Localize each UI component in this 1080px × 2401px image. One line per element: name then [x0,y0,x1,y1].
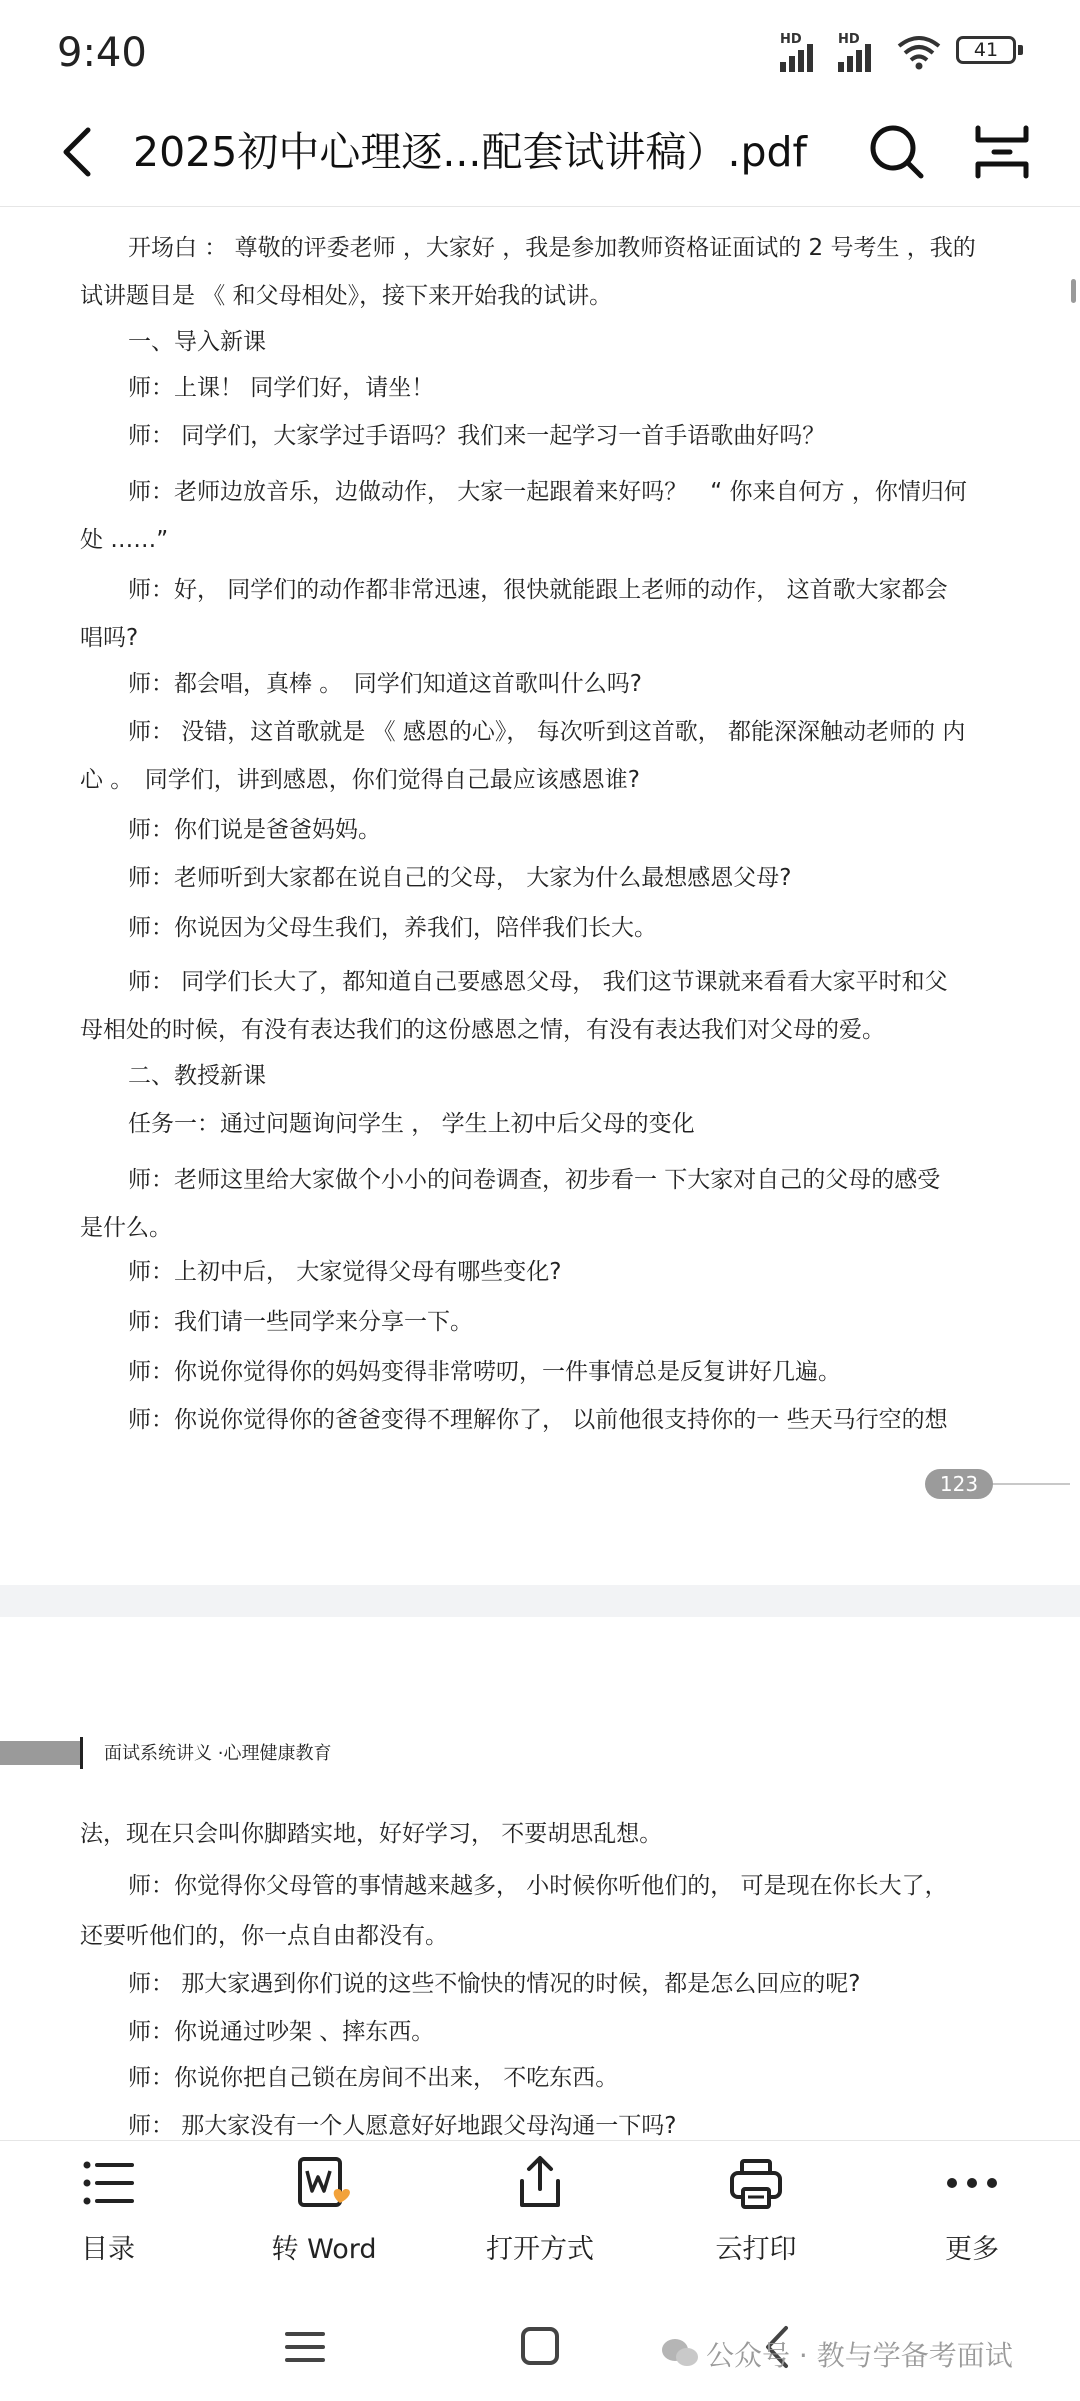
text-line: 师：你说通过吵架 、摔东西。 [128,2019,435,2045]
text-line: 是什么。 [80,1215,172,1241]
section-heading: 一、导入新课 [128,329,266,355]
text-line: 师：老师这里给大家做个小小的问卷调查，初步看一 下大家对自己的父母的感受 [128,1167,941,1193]
status-bar [0,0,1080,100]
page-number-badge[interactable]: 123 [925,1469,993,1499]
open-with-label: 打开方式 [486,2234,594,2265]
convert-word-button[interactable] [234,2153,414,2283]
text-line: 师：你说因为父母生我们，养我们，陪伴我们长大。 [128,915,657,941]
text-line: 心 。 同学们，讲到感恩，你们觉得自己最应该感恩谁? [80,767,641,793]
page-separator [0,1585,1080,1617]
text-line: 师： 那大家没有一个人愿意好好地跟父母沟通一下吗? [128,2113,677,2139]
text-line: 师：我们请一些同学来分享一下。 [128,1309,473,1335]
text-line: 试讲题目是 《 和父母相处》，接下来开始我的试讲。 [80,283,613,309]
battery-tip [1018,45,1023,55]
watermark-text: 公众号 · 教与学备考面试 [706,2339,1013,2372]
text-line: 师：老师听到大家都在说自己的父母， 大家为什么最想感恩父母? [128,865,792,891]
text-line: 师：老师边放音乐，边做动作， 大家一起跟着来好吗？ “ 你来自何方 ，你情归何 [128,479,967,505]
wifi-icon [896,34,942,70]
home-icon[interactable] [510,2320,570,2374]
section-heading: 二、教授新课 [128,1063,266,1089]
cloud-print-label: 云打印 [715,2234,797,2265]
share-icon [510,2153,570,2213]
text-line: 母相处的时候，有没有表达我们的这份感恩之情，有没有表达我们对父母的爱。 [80,1017,885,1043]
text-line: 师：你说你觉得你的爸爸变得不理解你了， 以前他很支持你的一 些天马行空的想 [128,1407,948,1433]
page-header-bar [0,1741,80,1765]
open-with-button[interactable] [450,2153,630,2283]
convert-word-label: 转 Word [271,2234,377,2265]
text-line: 师：上初中后， 大家觉得父母有哪些变化? [128,1259,562,1285]
text-line: 开场白 ： 尊敬的评委老师 ，大家好 ，我是参加教师资格证面试的 2 号考生 ，我的 [128,235,976,261]
word-convert-icon [294,2153,354,2213]
toc-label: 目录 [81,2234,135,2265]
app-bar [0,100,1080,204]
text-line: 师：你觉得你父母管的事情越来越多， 小时候你听他们的， 可是现在你长大了， [128,1873,948,1899]
reading-layout-icon[interactable] [970,120,1034,184]
wechat-icon [660,2336,700,2370]
pdf-viewer[interactable] [0,206,1080,2141]
text-line: 师： 同学们，大家学过手语吗？我们来一起学习一首手语歌曲好吗？ [128,423,826,449]
search-icon[interactable] [865,120,929,184]
more-button[interactable] [882,2153,1062,2283]
text-line: 还要听他们的，你一点自由都没有。 [80,1923,448,1949]
text-line: 师： 没错，这首歌就是 《 感恩的心》， 每次听到这首歌， 都能深深触动老师的 内 [128,719,966,745]
page-indicator-track [990,1483,1070,1485]
text-line: 处 ……” [80,527,169,553]
document-title: 2025初中心理逐...配套试讲稿）.pdf [133,128,807,176]
bottom-toolbar [0,2140,1080,2291]
page-header-divider [80,1737,83,1769]
text-line: 师：你说你把自己锁在房间不出来， 不吃东西。 [128,2065,619,2091]
sim1-hd-label: HD [780,32,802,47]
text-line: 师：都会唱，真棒 。 同学们知道这首歌叫什么吗? [128,671,643,697]
cloud-print-button[interactable] [666,2153,846,2283]
toc-button[interactable] [18,2153,198,2283]
more-icon [942,2153,1002,2213]
text-line: 师：上课！ 同学们好，请坐！ [128,375,435,401]
chevron-left-icon[interactable] [50,122,110,182]
more-label: 更多 [945,2234,999,2265]
clock: 9:40 [57,30,147,76]
page-header-text: 面试系统讲义 ·心理健康教育 [104,1743,332,1764]
sim2-hd-label: HD [838,32,860,47]
scrollbar-thumb[interactable] [1071,279,1076,303]
text-line: 任务一：通过问题询问学生 ， 学生上初中后父母的变化 [128,1111,695,1137]
text-line: 师：你说你觉得你的妈妈变得非常唠叨，一件事情总是反复讲好几遍。 [128,1359,841,1385]
system-navbar [0,2290,1080,2401]
list-icon [78,2153,138,2213]
battery-indicator: 41 [956,36,1016,64]
text-line: 唱吗? [80,625,139,651]
printer-icon [726,2153,786,2213]
menu-icon[interactable] [275,2320,335,2374]
text-line: 师： 同学们长大了，都知道自己要感恩父母， 我们这节课就来看看大家平时和父 [128,969,948,995]
text-line: 法，现在只会叫你脚踏实地，好好学习， 不要胡思乱想。 [80,1821,663,1847]
text-line: 师：好， 同学们的动作都非常迅速，很快就能跟上老师的动作， 这首歌大家都会 [128,577,948,603]
text-line: 师： 那大家遇到你们说的这些不愉快的情况的时候，都是怎么回应的呢? [128,1971,861,1997]
text-line: 师：你们说是爸爸妈妈。 [128,817,381,843]
